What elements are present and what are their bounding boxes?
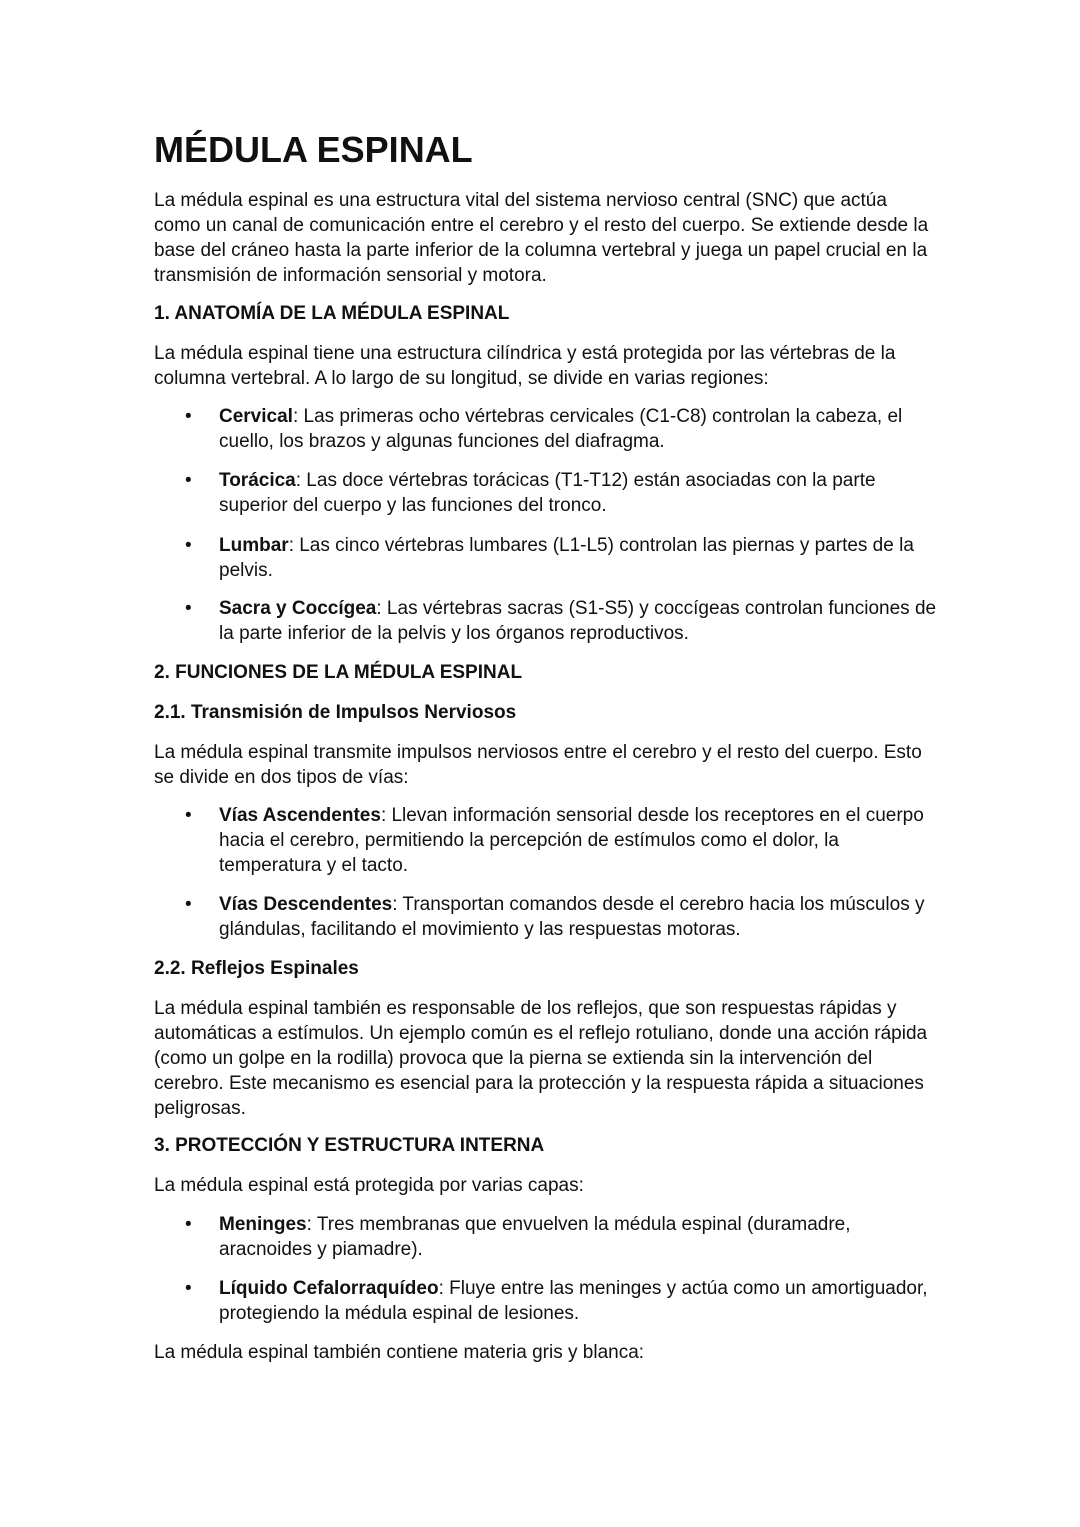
intro-paragraph: La médula espinal es una estructura vital del sistema nervioso central (SNC) que actúa como un canal de comunicación entre el cerebro y el resto del cuerpo. Se extiende desde la base del cráneo hasta la parte inferior de la columna vertebral y juega un papel crucial en la transmisión de información sensorial y motora. [154, 190, 929, 286]
list-item [219, 1212, 939, 1262]
list-item [219, 533, 939, 583]
definition: : Las vértebras sacras (S1-S5) y coccígeas controlan funciones de la parte inferior de la pelvis y los órganos reproductivos. [219, 598, 937, 644]
paragraph: La médula espinal también contiene materia gris y blanca: [154, 1342, 645, 1363]
section-heading: 1. ANATOMÍA DE LA MÉDULA ESPINAL [154, 303, 510, 324]
list-item [219, 892, 939, 942]
definition: : Las primeras ocho vértebras cervicales (C1-C8) controlan la cabeza, el cuello, los brazos y algunas funciones del diafragma. [219, 406, 903, 452]
subsection-heading: 2.1. Transmisión de Impulsos Nerviosos [154, 702, 517, 723]
term: Meninges [219, 1214, 307, 1235]
section-heading: 2. FUNCIONES DE LA MÉDULA ESPINAL [154, 662, 523, 683]
term: Torácica [219, 470, 296, 491]
definition: : Las doce vértebras torácicas (T1-T12) están asociadas con la parte superior del cuerpo y las funciones del tronco. [219, 470, 876, 516]
paragraph: La médula espinal también es responsable de los reflejos, que son respuestas rápidas y automáticas a estímulos. Un ejemplo común es el reflejo rotuliano, donde una acción rápida (como un golpe en la rodilla) provoca que la pierna se extienda sin la intervención del cerebro. Este mecanismo es esencial para la protección y la respuesta rápida a situaciones peligrosas. [154, 998, 928, 1119]
definition: : Llevan información sensorial desde los receptores en el cuerpo hacia el cerebro, permitiendo la percepción de estímulos como el dolor, la temperatura y el tacto. [219, 805, 924, 876]
definition: : Tres membranas que envuelven la médula espinal (duramadre, aracnoides y piamadre). [219, 1214, 851, 1260]
section-heading: 3. PROTECCIÓN Y ESTRUCTURA INTERNA [154, 1135, 545, 1156]
term: Líquido Cefalorraquídeo [219, 1278, 439, 1299]
term: Sacra y Coccígea [219, 598, 377, 619]
term: Cervical [219, 406, 293, 427]
term: Vías Ascendentes [219, 805, 381, 826]
list-item [219, 803, 939, 878]
list-item [219, 596, 939, 646]
definition: : Fluye entre las meninges y actúa como un amortiguador, protegiendo la médula espinal de lesiones. [219, 1278, 928, 1324]
term: Vías Descendentes [219, 894, 393, 915]
definition: : Las cinco vértebras lumbares (L1-L5) controlan las piernas y partes de la pelvis. [219, 535, 914, 581]
list-item [219, 468, 939, 518]
paragraph: La médula espinal transmite impulsos nerviosos entre el cerebro y el resto del cuerpo. Esto se divide en dos tipos de vías: [154, 742, 922, 788]
list-item [219, 1276, 939, 1326]
page-title: MÉDULA ESPINAL [154, 129, 473, 170]
list-item [219, 404, 939, 454]
paragraph: La médula espinal tiene una estructura cilíndrica y está protegida por las vértebras de la columna vertebral. A lo largo de su longitud, se divide en varias regiones: [154, 343, 896, 389]
subsection-heading: 2.2. Reflejos Espinales [154, 958, 359, 979]
term: Lumbar [219, 535, 289, 556]
paragraph: La médula espinal está protegida por varias capas: [154, 1175, 584, 1196]
definition: : Transportan comandos desde el cerebro hacia los músculos y glándulas, facilitando el movimiento y las respuestas motoras. [219, 894, 925, 940]
